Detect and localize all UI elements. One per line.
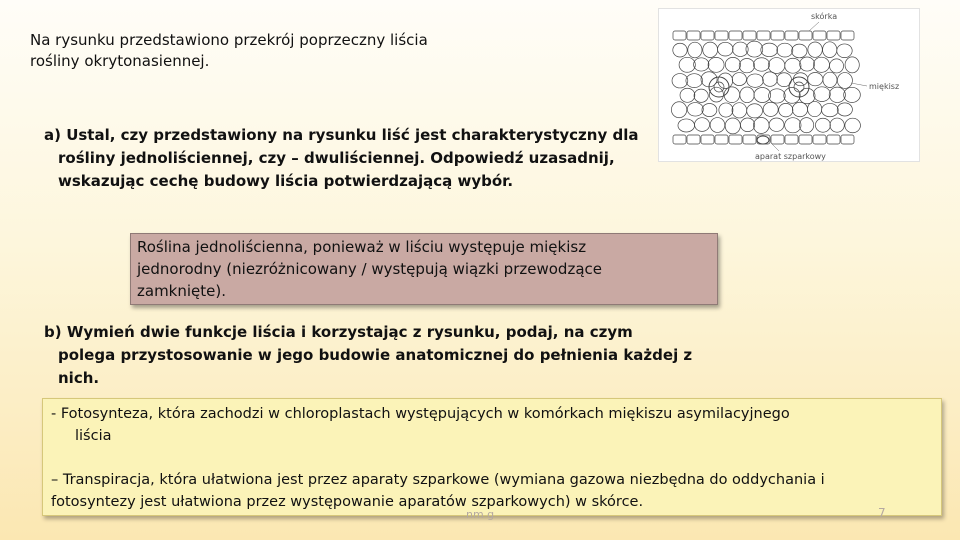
leaf-cell bbox=[841, 31, 854, 40]
question-a-line: a) Ustal, czy przedstawiony na rysunku liść jest charakterystyczny dla bbox=[44, 126, 639, 144]
leaf-cell bbox=[777, 43, 793, 57]
answer-a-line: jednorodny (niezróżnicowany / występują wiązki przewodzące bbox=[137, 260, 602, 278]
leaf-cell bbox=[732, 73, 746, 86]
leaf-cell bbox=[823, 42, 837, 58]
leaf-cell bbox=[763, 102, 778, 116]
leaf-cell bbox=[709, 77, 729, 97]
leaf-cell bbox=[808, 42, 822, 57]
leaf-cell bbox=[813, 87, 830, 102]
leaf-cross-section-figure bbox=[658, 8, 920, 162]
leaf-cell bbox=[687, 103, 703, 117]
leaf-cell bbox=[829, 87, 845, 102]
leaf-cell bbox=[719, 103, 733, 117]
leaf-cell bbox=[769, 89, 786, 103]
answer-b-item bbox=[51, 469, 939, 513]
answer-b-line: – Transpiracja, która ułatwiona jest przez aparaty szparkowe (wymiana gazowa niezbędna do oddychania i bbox=[51, 472, 825, 488]
leaf-cell bbox=[673, 135, 686, 144]
leaf-cell bbox=[743, 31, 756, 40]
intro-line: rośliny okrytonasiennej. bbox=[30, 52, 210, 70]
leaf-cell bbox=[792, 102, 807, 117]
leaf-cell bbox=[732, 103, 747, 118]
leaf-cell bbox=[785, 31, 798, 40]
leaf-cell bbox=[761, 43, 778, 57]
leaf-cell bbox=[687, 135, 700, 144]
answer-b-line: - Fotosynteza, która zachodzi w chloroplastach występujących w komórkach miękiszu asymilacyjnego bbox=[51, 406, 790, 422]
leaf-cell bbox=[823, 72, 837, 87]
leaf-cell bbox=[799, 31, 812, 40]
question-b bbox=[44, 321, 708, 390]
leaf-cell bbox=[729, 31, 742, 40]
leaf-cell bbox=[694, 58, 709, 71]
leaf-cell bbox=[757, 31, 770, 40]
question-b-line: b) Wymień dwie funkcje liścia i korzystając z rysunku, podaj, na czym bbox=[44, 323, 633, 341]
leaf-cell bbox=[673, 31, 686, 40]
question-a-line: rośliny jednoliściennej, czy – dwuliściennej. Odpowiedź uzasadnij, bbox=[58, 149, 615, 167]
intro-line: Na rysunku przedstawiono przekrój poprzeczny liścia bbox=[30, 31, 428, 49]
leaf-cell bbox=[799, 118, 813, 133]
leaf-cell bbox=[694, 89, 708, 102]
leaf-cell bbox=[844, 87, 861, 102]
answer-b-line: liścia bbox=[75, 428, 112, 444]
leaf-cell bbox=[718, 42, 733, 56]
figure-label-stoma: aparat szparkowy bbox=[755, 152, 826, 161]
leaf-cell bbox=[800, 57, 815, 71]
leaf-cell bbox=[784, 88, 800, 104]
leaf-cell bbox=[757, 136, 769, 144]
leaf-cell bbox=[679, 57, 695, 72]
leaf-cell bbox=[725, 118, 740, 134]
leaf-cell bbox=[743, 135, 756, 144]
leaf-cell bbox=[841, 135, 854, 144]
leaf-cell bbox=[808, 101, 822, 116]
intro-text bbox=[30, 30, 510, 72]
leaf-cell bbox=[794, 82, 804, 92]
leaf-cell bbox=[822, 103, 839, 116]
leaf-cell bbox=[837, 103, 852, 116]
leaf-cell bbox=[827, 31, 840, 40]
leaf-cell bbox=[678, 119, 695, 132]
leaf-cell bbox=[747, 74, 764, 87]
leaf-cell bbox=[789, 77, 809, 97]
leaf-cell bbox=[815, 118, 830, 132]
leaf-cell bbox=[845, 57, 859, 73]
leaf-cell bbox=[785, 135, 798, 144]
leaf-cell bbox=[740, 87, 754, 103]
leaf-cell bbox=[710, 118, 725, 133]
leaf-cell bbox=[725, 57, 740, 71]
figure-label-mesophyll: miękisz bbox=[869, 82, 900, 91]
leaf-cell bbox=[845, 118, 861, 133]
answer-a-line: Roślina jednoliścienna, ponieważ w liściu występuje miękisz bbox=[137, 238, 587, 256]
leaf-cross-section-drawing bbox=[659, 9, 919, 161]
leaf-cell bbox=[771, 135, 784, 144]
leaf-cell bbox=[753, 118, 769, 134]
leaf-cell bbox=[715, 31, 728, 40]
leaf-cell bbox=[688, 42, 702, 58]
leaf-cell bbox=[754, 87, 771, 102]
footer-text: nm g bbox=[466, 508, 495, 521]
leaf-cell bbox=[779, 103, 793, 116]
leaf-cell bbox=[768, 58, 785, 74]
leaf-cell bbox=[701, 135, 714, 144]
leaf-cell bbox=[837, 73, 852, 89]
leaf-cell bbox=[799, 135, 812, 144]
leaf-cell bbox=[701, 31, 714, 40]
leaf-cell bbox=[808, 73, 823, 86]
leaf-cell bbox=[718, 73, 733, 88]
figure-label-epidermis: skórka bbox=[811, 12, 838, 21]
leaf-cell bbox=[740, 118, 754, 132]
question-a bbox=[44, 124, 708, 193]
leaf-cell bbox=[830, 118, 844, 132]
leaf-cell bbox=[739, 59, 754, 73]
question-a-line: wskazując cechę budowy liścia potwierdzającą wybór. bbox=[58, 172, 514, 190]
leaf-cell bbox=[724, 87, 740, 103]
leaf-cell bbox=[715, 135, 728, 144]
answer-a-line: zamknięte). bbox=[137, 282, 226, 300]
leaf-cell bbox=[671, 102, 686, 118]
leaf-cell bbox=[813, 135, 826, 144]
leaf-cell bbox=[708, 57, 724, 72]
leaf-cell bbox=[785, 58, 801, 73]
leaf-cell bbox=[813, 57, 829, 72]
page-number: 7 bbox=[878, 506, 886, 520]
leaf-cell bbox=[709, 87, 723, 102]
leaf-cell bbox=[753, 58, 769, 71]
leaf-cell bbox=[771, 31, 784, 40]
answer-b-line: fotosyntezy jest ułatwiona przez występowanie aparatów szparkowych) w skórce. bbox=[51, 494, 644, 510]
answer-a-box bbox=[130, 233, 718, 305]
leaf-cell bbox=[673, 43, 687, 57]
leaf-cell bbox=[785, 118, 801, 133]
question-b-line: nich. bbox=[58, 369, 100, 387]
leaf-cell bbox=[695, 118, 710, 132]
leaf-cell bbox=[672, 74, 688, 88]
answer-b-item bbox=[51, 403, 931, 447]
leaf-cell bbox=[792, 44, 807, 58]
leaf-cell bbox=[687, 31, 700, 40]
leaf-cell bbox=[702, 104, 717, 117]
leaf-cell bbox=[763, 72, 778, 86]
leaf-cell bbox=[830, 59, 844, 73]
leaf-cell bbox=[813, 31, 826, 40]
leaf-cell bbox=[686, 74, 703, 88]
leaf-cell bbox=[837, 44, 852, 58]
leaf-cell bbox=[680, 88, 695, 102]
leaf-cell bbox=[729, 135, 742, 144]
leaf-cell bbox=[769, 118, 784, 131]
leaf-cell bbox=[747, 104, 763, 118]
answer-b-box bbox=[42, 398, 942, 516]
leaf-cell bbox=[827, 135, 840, 144]
leaf-cell bbox=[703, 42, 718, 57]
question-b-line: polega przystosowanie w jego budowie anatomicznej do pełnienia każdej z bbox=[58, 346, 693, 364]
